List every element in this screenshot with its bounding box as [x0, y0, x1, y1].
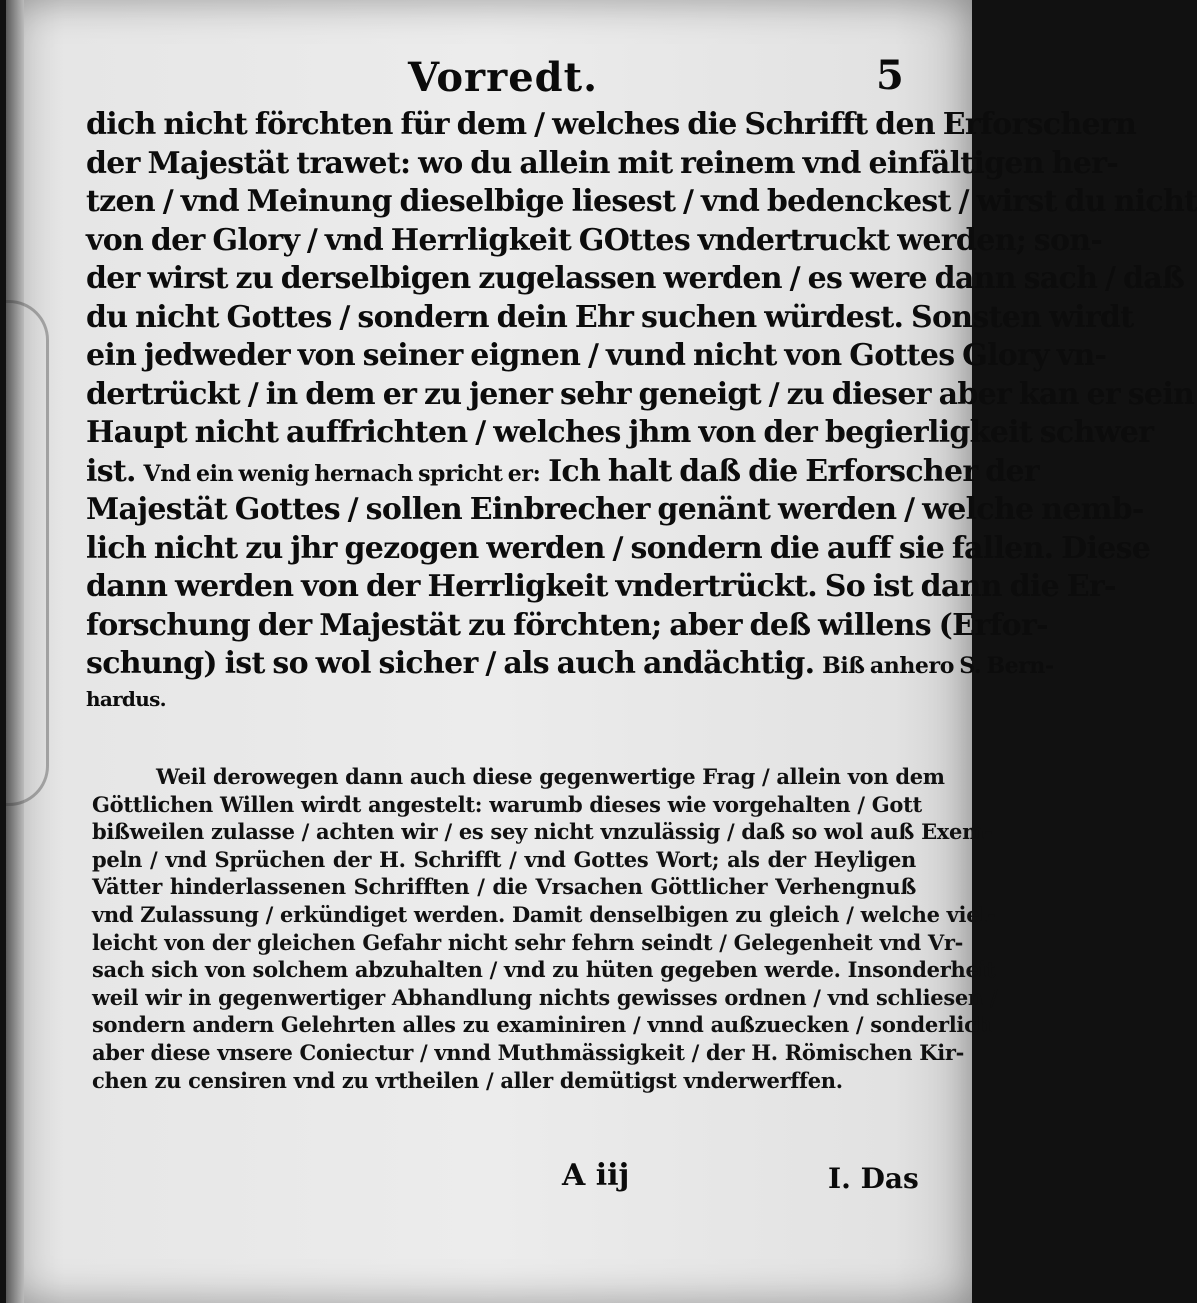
text-line: Majestät Gottes / sollen Einbrecher genänt werden / welche nemb-	[86, 492, 1144, 527]
text-line: leicht von der gleichen Gefahr nicht sehr fehrn seindt / Gelegenheit vnd Vr-	[92, 929, 964, 955]
page-header	[6, 50, 972, 100]
text-line: tzen / vnd Meinung dieselbige liesest / vnd bedenckest / wirst du nicht	[86, 184, 1197, 219]
signature-mark: A iij	[562, 1158, 630, 1193]
text-line-mixed	[86, 645, 1054, 684]
text-line: lich nicht zu jhr gezogen werden / sondern die auff sie fallen. Diese	[86, 530, 1151, 566]
running-head: Vorredt.	[408, 54, 599, 101]
text-segment-small: Vnd ein wenig hernach spricht er:	[143, 460, 541, 487]
text-line: Göttlichen Willen wirdt angestelt: warumb dieses wie vorgehalten / Gott	[92, 791, 922, 817]
page-footer	[6, 1158, 972, 1198]
text-segment: Ich halt daß die Erforscher der	[548, 453, 1040, 489]
text-line: dann werden von der Herrligkeit vndertrückt. So ist dann die Er-	[86, 569, 1116, 604]
text-line: von der Glory / vnd Herrligkeit GOttes vndertruckt werden; son-	[86, 222, 1103, 258]
text-line: ein jedweder von seiner eignen / vund nicht von Gottes Glory vn-	[86, 338, 1107, 373]
text-line: sondern andern Gelehrten alles zu examiniren / vnnd außzuecken / sonderlich	[92, 1012, 992, 1038]
page-fold-shadow	[6, 300, 49, 806]
text-line: sach sich von solchem abzuhalten / vnd zu hüten gegeben werde. Insonderheit	[92, 957, 996, 983]
text-line: forschung der Majestät zu förchten; aber deß willens (Erfor-	[86, 607, 1048, 643]
text-line: der Majestät trawet: wo du allein mit reinem vnd einfältigen her-	[86, 145, 1119, 181]
text-segment: schung) ist so wol sicher / als auch andächtig.	[86, 646, 815, 681]
text-line: peln / vnd Sprüchen der H. Schrifft / vnd Gottes Wort; als der Heyligen	[92, 846, 916, 872]
text-line: dich nicht förchten für dem / welches die Schrifft den Erforschern	[86, 107, 1137, 142]
text-segment: ist.	[86, 453, 136, 489]
text-line: bißweilen zulasse / achten wir / es sey nicht vnzulässig / daß so wol auß Exem-	[92, 819, 993, 845]
text-line: vnd Zulassung / erkündiget werden. Damit denselbigen zu gleich / welche viel-	[92, 901, 996, 927]
text-line-mixed	[86, 453, 1040, 492]
paragraph-quote	[86, 106, 1197, 714]
paragraph-main	[92, 763, 998, 1094]
catchword: I. Das	[828, 1162, 919, 1195]
text-line: der wirst zu derselbigen zugelassen werden / es were dann sach / daß	[86, 261, 1185, 296]
text-segment-small: Biß anhero S. Bern-	[822, 653, 1054, 679]
text-line: chen zu censiren vnd zu vrtheilen / aller demütigst vnderwerffen.	[92, 1067, 843, 1093]
text-line: hardus.	[86, 686, 166, 711]
text-line: Haupt nicht auffrichten / welches jhm von der begierligkeit schwer	[86, 415, 1154, 450]
text-line: du nicht Gottes / sondern dein Ehr suchen würdest. Sonsten wirdt	[86, 299, 1134, 335]
book-page	[6, 0, 1197, 1303]
text-line: Weil derowegen dann auch diese gegenwertige Frag / allein von dem	[156, 764, 945, 789]
text-line: aber diese vnsere Coniectur / vnnd Muthmässigkeit / der H. Römischen Kir-	[92, 1039, 965, 1065]
text-line: Vätter hinderlassenen Schrifften / die Vrsachen Göttlicher Verhengnuß	[92, 874, 916, 900]
text-line: dertrückt / in dem er zu jener sehr geneigt / zu dieser aber kan er sein	[86, 376, 1195, 412]
text-line: weil wir in gegenwertiger Abhandlung nichts gewisses ordnen / vnd schliesen /	[92, 984, 998, 1010]
page-number: 5	[876, 52, 904, 99]
